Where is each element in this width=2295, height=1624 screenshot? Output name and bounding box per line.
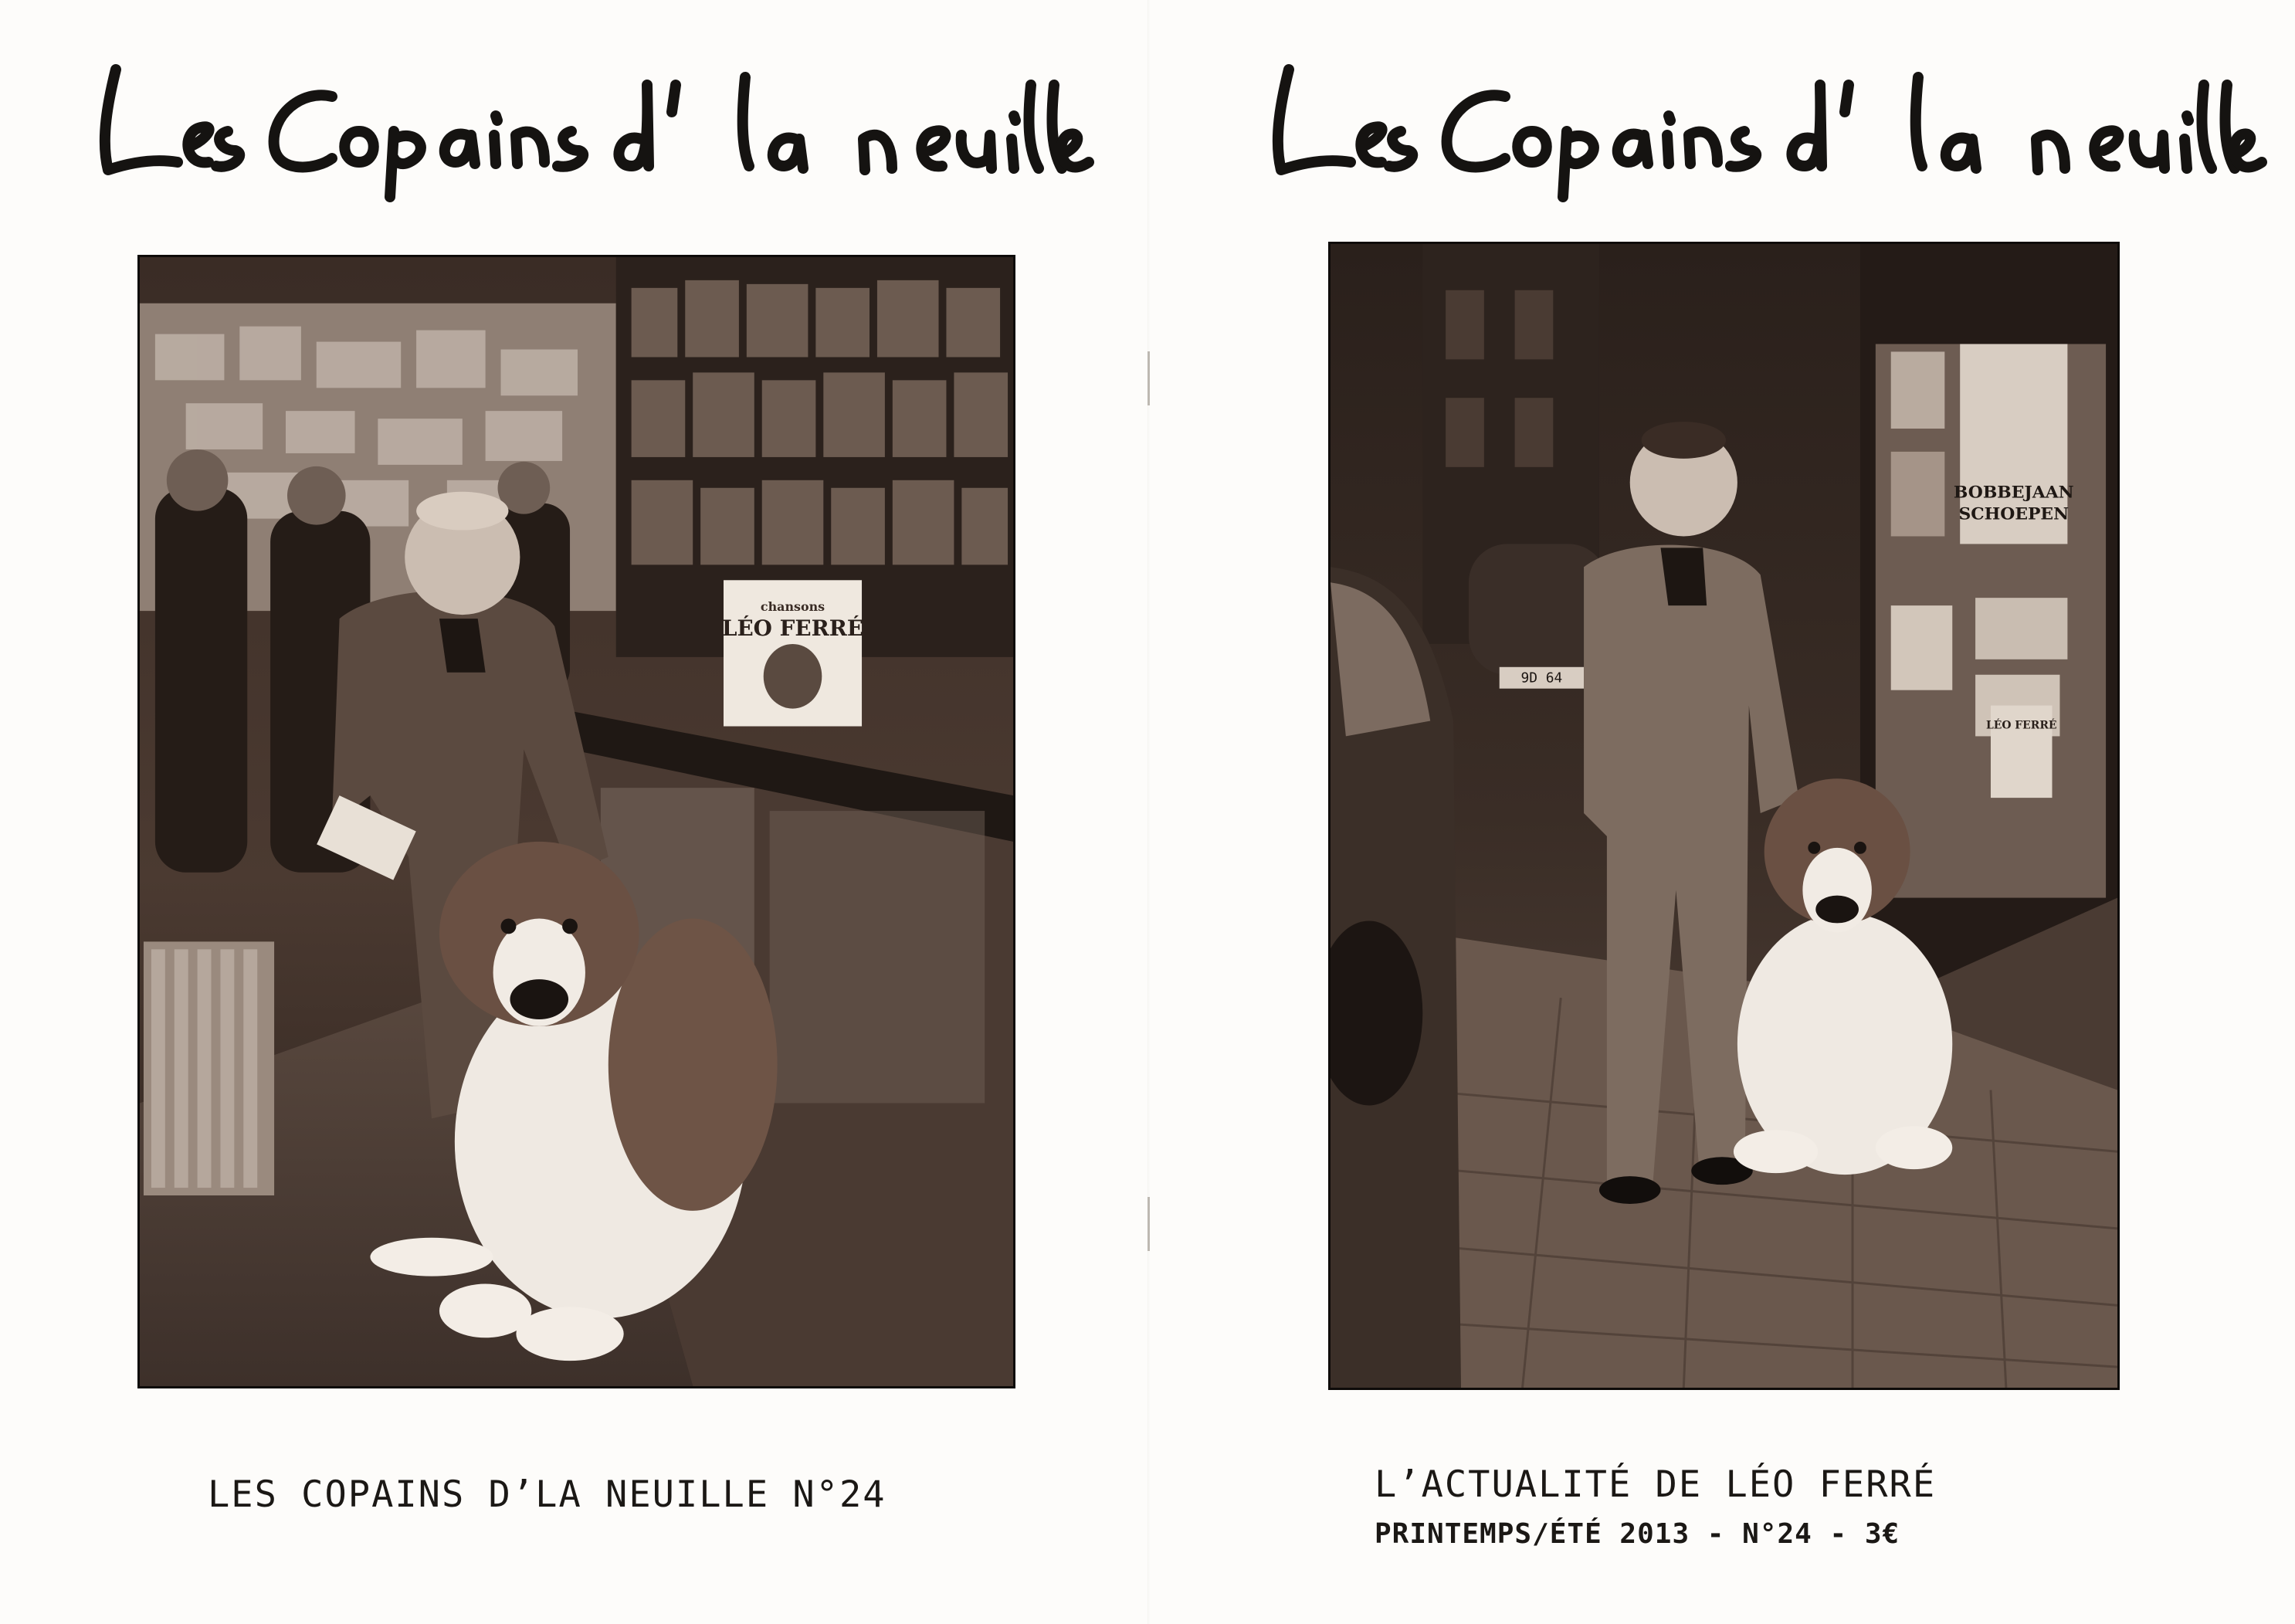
cover-issue-line: PRINTEMPS/ÉTÉ 2013 - N°24 - 3€ xyxy=(1375,1518,1900,1550)
parked-car xyxy=(1331,567,1461,1388)
masthead-handwritten-logo xyxy=(85,54,1073,216)
issue-caption: LES COPAINS D’LA NEUILLE N°24 xyxy=(208,1473,886,1516)
svg-text:chansons: chansons xyxy=(760,599,825,615)
front-cover xyxy=(1150,0,2295,1624)
cover-photo-right xyxy=(1328,242,2120,1390)
svg-text:LÉO FERRÉ: LÉO FERRÉ xyxy=(721,615,864,641)
cover-photo-left xyxy=(137,255,1015,1388)
cover-title: L’ACTUALITÉ DE LÉO FERRÉ xyxy=(1375,1463,1937,1506)
radiator xyxy=(144,941,274,1195)
svg-text:LÉO FERRÉ: LÉO FERRÉ xyxy=(1985,719,2057,732)
masthead-handwritten-logo xyxy=(1258,54,2246,216)
svg-text:SCHOEPEN: SCHOEPEN xyxy=(1958,503,2070,524)
svg-text:BOBBEJAAN: BOBBEJAAN xyxy=(1953,482,2074,503)
svg-text:9D 64: 9D 64 xyxy=(1520,670,1563,687)
